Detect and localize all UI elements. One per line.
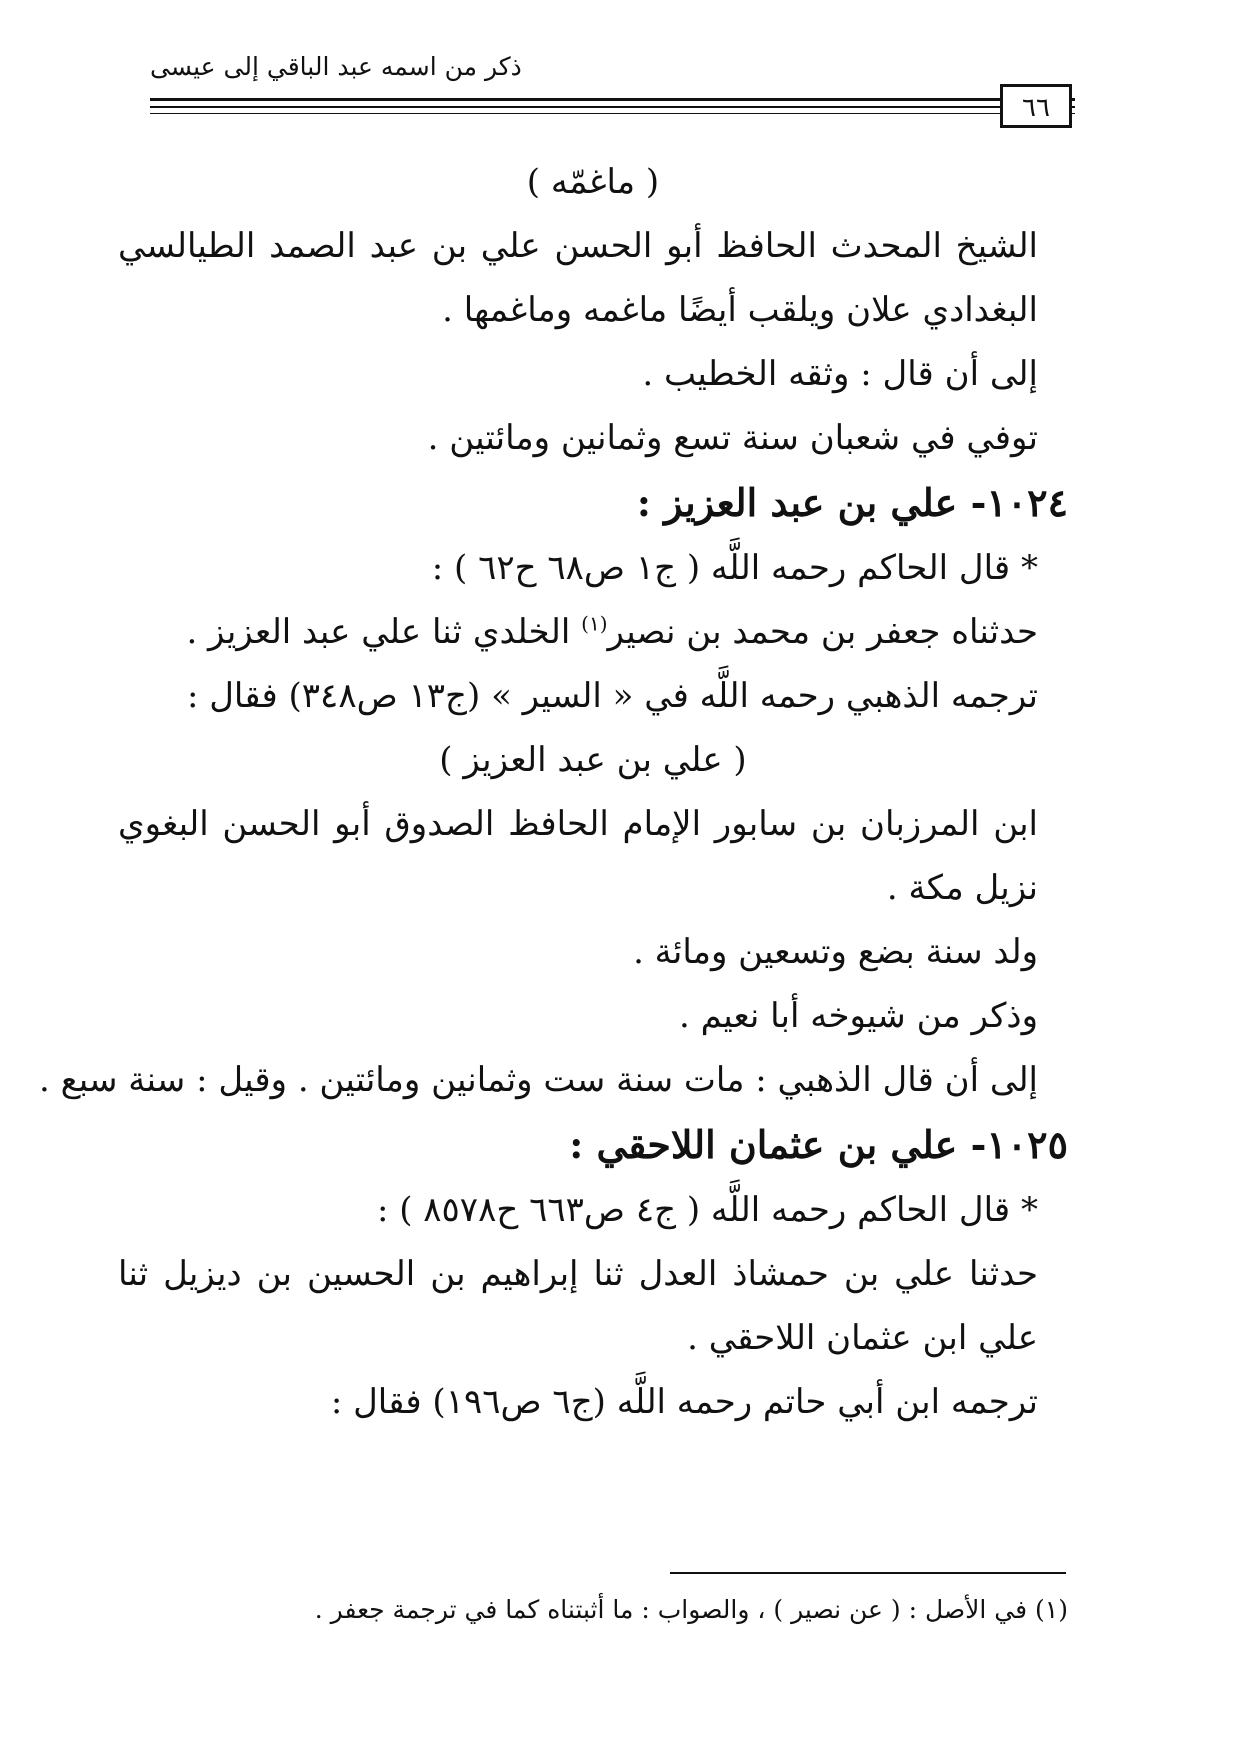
citation-line: * قال الحاكم رحمه اللَّه ( ج١ ص٦٨ ح٦٢ ) : [431, 548, 1038, 588]
footnote-divider [670, 1572, 1066, 1574]
header-rule [150, 113, 1075, 114]
paragraph: إلى أن قال الذهبي : مات سنة ست وثمانين ومائتين . وقيل : سنة سبع . [39, 1060, 1038, 1100]
paragraph: توفي في شعبان سنة تسع وثمانين ومائتين . [427, 418, 1038, 458]
page-number: ٦٦ [1000, 84, 1072, 128]
paragraph: ترجمه ابن أبي حاتم رحمه اللَّه (ج٦ ص١٩٦) فقال : [330, 1382, 1038, 1422]
paragraph: ترجمه الذهبي رحمه اللَّه في « السير » (ج١٣ ص٣٤٨) فقال : [186, 676, 1038, 716]
footnote-reference: (١) [581, 611, 608, 636]
entry-heading: ١٠٢٤- علي بن عبد العزيز : [636, 480, 1068, 525]
citation-line: * قال الحاكم رحمه اللَّه ( ج٤ ص٦٦٣ ح٨٥٧٨ ) : [376, 1190, 1038, 1230]
text-fragment: الخلدي ثنا علي عبد العزيز . [186, 612, 571, 652]
main-text [39, 150, 1068, 1434]
paragraph: إلى أن قال : وثقه الخطيب . [642, 354, 1038, 394]
header-rule [150, 106, 1075, 108]
header-rule [150, 98, 1075, 101]
paragraph: حدثنا علي بن حمشاذ العدل ثنا إبراهيم بن الحسين بن ديزيل ثنا علي ابن عثمان اللاحقي . [118, 1254, 1038, 1358]
section-subheading: ( علي بن عبد العزيز ) [439, 740, 747, 780]
paragraph: ابن المرزبان بن سابور الإمام الحافظ الصدوق أبو الحسن البغوي نزيل مكة . [118, 804, 1038, 908]
entry-heading: ١٠٢٥- علي بن عثمان اللاحقي : [569, 1122, 1068, 1167]
paragraph [118, 600, 1068, 664]
paragraph: الشيخ المحدث الحافظ أبو الحسن علي بن عبد الصمد الطيالسي البغدادي علان ويلقب أيضًا ماغمه وماغمها . [118, 226, 1038, 330]
paragraph: ولد سنة بضع وتسعين ومائة . [633, 932, 1038, 972]
text-fragment: حدثناه جعفر بن محمد بن نصير [607, 612, 1038, 652]
paragraph: وذكر من شيوخه أبا نعيم . [678, 996, 1038, 1036]
running-header-title: ذكر من اسمه عبد الباقي إلى عيسى [150, 52, 522, 81]
section-subheading: ( ماغمّه ) [526, 162, 660, 202]
footnote: (١) في الأصل : ( عن نصير ) ، والصواب : ما أثبتناه كما في ترجمة جعفر . [314, 1595, 1068, 1624]
